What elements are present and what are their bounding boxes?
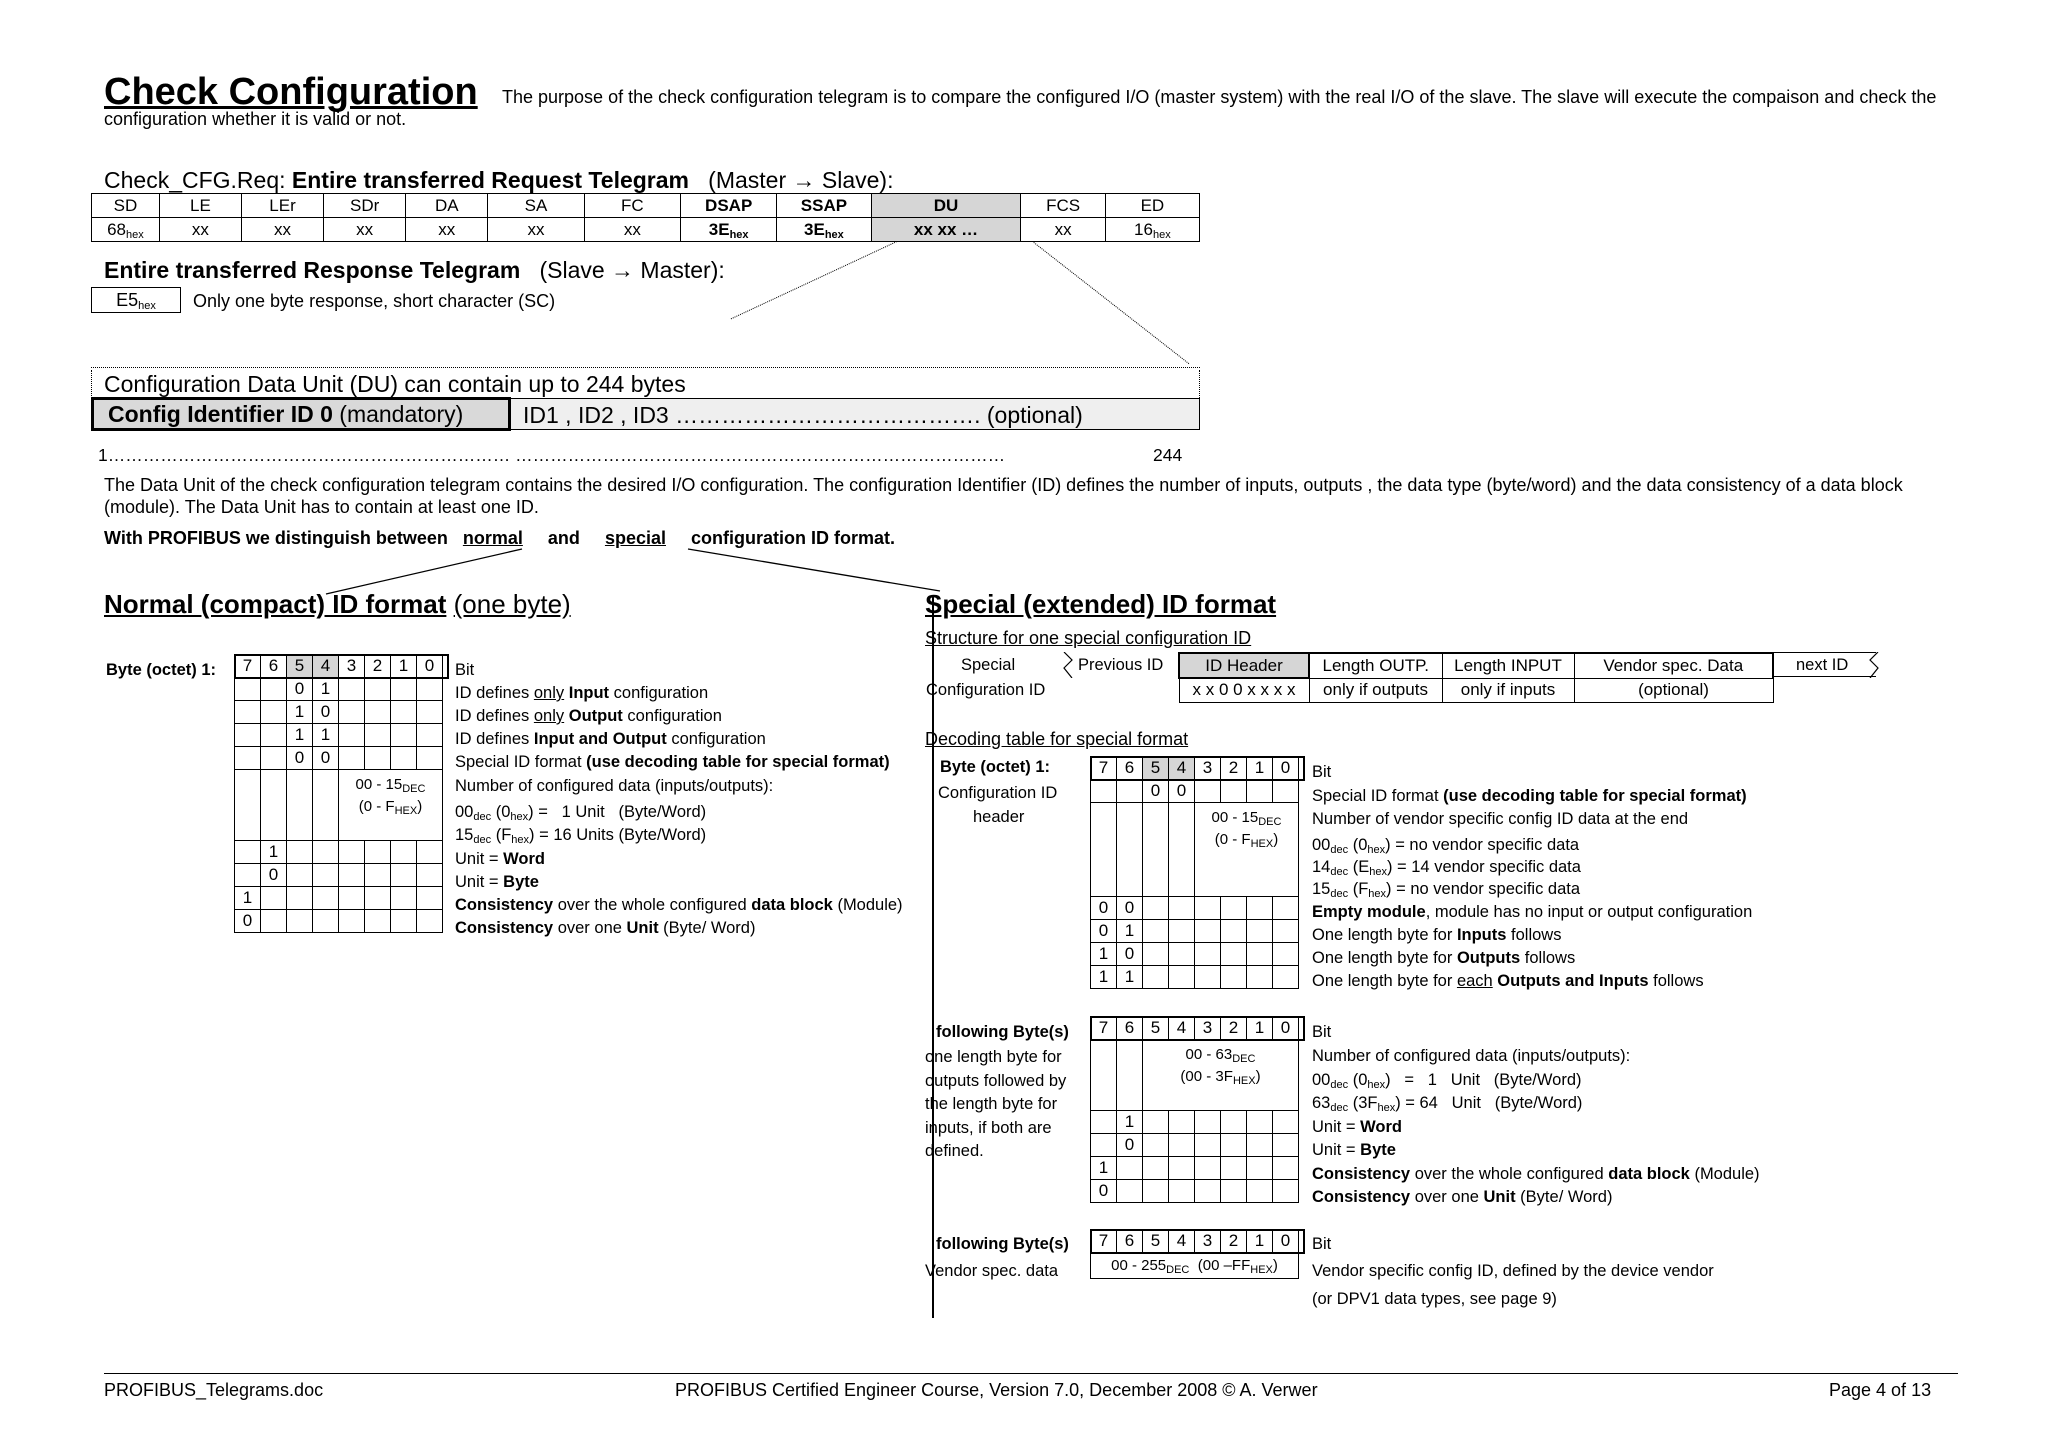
follow-desc-line: one length byte for	[925, 1048, 1062, 1066]
hdr-inputs-follow: One length byte for Inputs follows	[1312, 926, 1562, 944]
len-desc-number: Number of configured data (inputs/outputs):	[1312, 1047, 1631, 1065]
follow-byte-label: following Byte(s)	[936, 1023, 1069, 1041]
normal-word: normal	[462, 528, 523, 548]
follow-desc-line: defined.	[925, 1142, 984, 1160]
bit-5: 5	[1143, 1017, 1169, 1040]
normal-desc-row: ID defines only Output configuration	[455, 707, 722, 725]
special-structure-table	[1178, 652, 1774, 703]
bit-6: 6	[1117, 1017, 1143, 1040]
du-title: Configuration Data Unit (DU) can contain up to 244 bytes	[104, 371, 686, 397]
bit-2: 2	[365, 655, 391, 678]
bit-5: 5	[1143, 757, 1169, 780]
struct-id-header: ID Header	[1179, 653, 1309, 678]
bit-1: 1	[391, 655, 417, 678]
decoding-title: Decoding table for special format	[925, 729, 1189, 749]
follow-desc-line: the length byte for	[925, 1095, 1058, 1113]
vendor-desc2: (or DPV1 data types, see page 9)	[1312, 1290, 1557, 1308]
struct-sub-optional: (optional)	[1574, 678, 1773, 702]
hdr-outputs-follow: One length byte for Outputs follows	[1312, 949, 1576, 967]
normal-consistency-block: Consistency over the whole configured data block (Module)	[455, 896, 903, 914]
bit-0: 0	[1273, 1017, 1299, 1040]
request-value-sa: xx	[488, 218, 584, 242]
bit-6: 6	[261, 655, 287, 678]
request-value-ssap: $3E_{hex}$	[777, 218, 871, 242]
len-desc-00: $00_{dec}$ $(0_{hex}) = 1$ Unit (Byte/Word)	[1312, 1071, 1582, 1091]
hdr-empty-module: Empty module, module has no input or output configuration	[1312, 903, 1753, 921]
normal-unit-word: Unit = Word	[455, 850, 546, 868]
normal-desc-row: ID defines Input and Output configuration	[455, 730, 766, 748]
struct-vendor-data: Vendor spec. Data	[1574, 653, 1773, 678]
special-header-range: $00 - 15_{DEC}$ $(0 - F_{HEX})$	[1195, 803, 1299, 897]
struct-prev-zigzag	[1062, 652, 1076, 678]
bit-7: 7	[1091, 1017, 1117, 1040]
vendor-desc1: Vendor specific config ID, defined by the device vendor	[1312, 1262, 1714, 1280]
request-header-sdr: SDr	[324, 194, 406, 218]
request-value-ed: $16_{hex}$	[1105, 218, 1199, 242]
response-label: Entire transferred Response Telegram (Slave → Master):	[104, 257, 725, 283]
special-vendor-table	[1090, 1229, 1299, 1279]
length-range-cell: $00 - 63_{DEC}$ $(00 - 3F_{HEX})$	[1143, 1040, 1299, 1111]
normal-unit-byte: Unit = Byte	[455, 873, 539, 891]
bit-4: 4	[1169, 1017, 1195, 1040]
normal-bit-word: Bit	[455, 661, 475, 679]
follow-desc-line: inputs, if both are	[925, 1118, 1052, 1137]
follow-byte-description	[925, 1046, 1066, 1164]
footer-filename: PROFIBUS_Telegrams.doc	[104, 1380, 324, 1400]
bit-1: 1	[1247, 1017, 1273, 1040]
special-length-table: 7 6 5 4 3 2 1 0 $00 - 63_{DEC}$ $(00 - 3F_{HEX})$ 1 0 1 0	[1090, 1016, 1299, 1203]
intro-text: The purpose of the check configuration telegram is to compare the configured I/O (master system) with the real I/O of the slave. The slave will execute the compaison and check the configuration whether it is valid or not.	[104, 87, 1937, 129]
struct-sub-inputs: only if inputs	[1442, 678, 1574, 702]
length-bit-word: Bit	[1312, 1023, 1332, 1041]
normal-byte-label: Byte (octet) 1:	[106, 661, 217, 679]
du-optional-ids: ID1 , ID2 , ID3 …………………………………. (optional)	[523, 402, 1083, 428]
struct-label-config-id: Configuration ID	[926, 681, 1046, 699]
special-header-table: 7 6 5 4 3 2 1 0 0 0 $00 - 15_{DEC}$ $(0 - F_{HEX})$ 0 0 0 1 1 0 1 1	[1090, 756, 1299, 989]
bit-7: 7	[1091, 757, 1117, 780]
len-consistency-block: Consistency over the whole configured data block (Module)	[1312, 1165, 1760, 1183]
special-structure-title: Structure for one special configuration ID	[925, 628, 1252, 648]
bit-3: 3	[1195, 1230, 1221, 1253]
len-unit-word: Unit = Word	[1312, 1118, 1403, 1136]
request-header-dsap: DSAP	[681, 194, 777, 218]
normal-bit-table: 7 6 5 4 3 2 1 0 0 1 1 0 1 1 0 0 $00 - 15_{DEC}$ $(0 - F_{HEX})$ 1 0 1 0	[234, 654, 443, 933]
request-header-ssap: SSAP	[777, 194, 871, 218]
bit-5: 5	[1143, 1230, 1169, 1253]
special-bit-word: Bit	[1312, 763, 1332, 781]
du-byte-scale: 1…………………………………………………………… …………………………………………………………………………	[98, 445, 1006, 465]
request-header-ed: ED	[1105, 194, 1199, 218]
special-header-label1: Configuration ID	[938, 784, 1058, 802]
bit-0: 0	[1273, 757, 1299, 780]
vendor-byte-label: following Byte(s)	[936, 1235, 1069, 1253]
hdr-both-follow: One length byte for each Outputs and Inputs follows	[1312, 972, 1704, 990]
bit-2: 2	[1221, 1230, 1247, 1253]
distinguish-line: With PROFIBUS we distinguish between normal and special configuration ID format.	[104, 528, 895, 548]
bit-0: 0	[1273, 1230, 1299, 1253]
request-value-sd: $68_{hex}$	[92, 218, 160, 242]
normal-num-line1: $00_{dec}$ $(0_{hex}) = 1$ Unit (Byte/Word)	[455, 803, 707, 823]
bit-6: 6	[1117, 757, 1143, 780]
bit-6: 6	[1117, 1230, 1143, 1253]
special-header-label2: header	[973, 808, 1025, 826]
request-header-fcs: FCS	[1021, 194, 1105, 218]
vendor-bit-word: Bit	[1312, 1235, 1332, 1253]
struct-length-outp: Length OUTP.	[1309, 653, 1442, 678]
request-value-le: xx	[159, 218, 241, 242]
request-header-sd: SD	[92, 194, 160, 218]
request-value-sdr: xx	[324, 218, 406, 242]
bit-7: 7	[1091, 1230, 1117, 1253]
bit-4: 4	[313, 655, 339, 678]
special-word: special	[604, 528, 666, 548]
special-format-title: Special (extended) ID format	[925, 589, 1277, 619]
vendor-spec-label: Vendor spec. data	[925, 1262, 1059, 1280]
normal-num-line2: $15_{dec}$ $(F_{hex}) = 16$ Units (Byte/Word)	[455, 826, 707, 846]
bit-1: 1	[1247, 1230, 1273, 1253]
hdr-desc-special: Special ID format (use decoding table for special format)	[1312, 787, 1747, 805]
hdr-desc-00: $00_{dec}$ $(0_{hex})$ = no vendor specific data	[1312, 836, 1580, 856]
response-box: $E5_{hex}$	[91, 287, 181, 313]
len-desc-63: $63_{dec}$ $(3F_{hex}) = 64$ Unit (Byte/Word)	[1312, 1094, 1583, 1114]
request-value-fcs: xx	[1021, 218, 1105, 242]
bit-3: 3	[1195, 757, 1221, 780]
bit-2: 2	[1221, 757, 1247, 780]
struct-prev-id: Previous ID	[1078, 656, 1164, 674]
bit-1: 1	[1247, 757, 1273, 780]
footer-page: Page 4 of 13	[1829, 1380, 1932, 1400]
request-value-da: xx	[406, 218, 488, 242]
normal-range-cell: $00 - 15_{DEC}$ $(0 - F_{HEX})$	[339, 770, 443, 841]
len-unit-byte: Unit = Byte	[1312, 1141, 1396, 1159]
struct-label-special: Special	[961, 656, 1016, 674]
hdr-desc-14: $14_{dec}$ $(E_{hex}) = 14$ vendor specific data	[1312, 858, 1581, 878]
page-title: Check Configuration	[104, 71, 478, 113]
config-identifier-id0: Config Identifier ID 0 (mandatory)	[91, 397, 511, 431]
footer-course: PROFIBUS Certified Engineer Course, Version 7.0, December 2008 © A. Verwer	[675, 1380, 1318, 1400]
response-text: Only one byte response, short character (SC)	[193, 291, 556, 311]
bit-5: 5	[287, 655, 313, 678]
special-byte-label: Byte (octet) 1:	[940, 758, 1051, 776]
bit-3: 3	[1195, 1017, 1221, 1040]
request-header-le: LE	[159, 194, 241, 218]
bit-4: 4	[1169, 1230, 1195, 1253]
request-header-da: DA	[406, 194, 488, 218]
request-header-ler: LEr	[241, 194, 323, 218]
normal-desc-row: Special ID format (use decoding table for special format)	[455, 753, 890, 771]
request-value-fc: xx	[584, 218, 680, 242]
len-consistency-unit: Consistency over one Unit (Byte/ Word)	[1312, 1188, 1613, 1206]
normal-consistency-unit: Consistency over one Unit (Byte/ Word)	[455, 919, 756, 937]
struct-sub-outputs: only if outputs	[1309, 678, 1442, 702]
request-header-du: DU	[871, 194, 1021, 218]
bit-7: 7	[235, 655, 261, 678]
request-header-sa: SA	[488, 194, 584, 218]
request-value-dsap: $3E_{hex}$	[681, 218, 777, 242]
footer-rule	[104, 1373, 1958, 1374]
follow-desc-line: outputs followed by	[925, 1071, 1067, 1090]
du-byte-scale-end: 244	[1153, 445, 1183, 465]
struct-length-input: Length INPUT	[1442, 653, 1574, 678]
request-header-fc: FC	[584, 194, 680, 218]
hdr-desc-15: $15_{dec}$ $(F_{hex})$ = no vendor specific data	[1312, 880, 1581, 900]
normal-num-desc: Number of configured data (inputs/outputs):	[455, 777, 774, 795]
bit-3: 3	[339, 655, 365, 678]
normal-format-title: Normal (compact) ID format (one byte)	[104, 589, 571, 619]
request-label: Check_CFG.Req: Entire transferred Request Telegram (Master → Slave):	[104, 167, 894, 193]
bit-4: 4	[1169, 757, 1195, 780]
request-value-ler: xx	[241, 218, 323, 242]
normal-descriptions	[455, 683, 890, 775]
struct-sub-header: x x 0 0 x x x x	[1179, 678, 1309, 702]
struct-next-zigzag	[1868, 652, 1882, 678]
struct-next-id: next ID	[1796, 656, 1849, 674]
bit-0: 0	[417, 655, 443, 678]
request-value-du: xx xx …	[871, 218, 1021, 242]
bit-2: 2	[1221, 1017, 1247, 1040]
hdr-desc-number: Number of vendor specific config ID data at the end	[1312, 810, 1689, 828]
du-paragraph: The Data Unit of the check configuration telegram contains the desired I/O configuration. The configuration Identifier (ID) defines the number of inputs, outputs , the data type (byte/word) and the data consistency of a data block (module). The Data Unit has to contain at least one ID.	[104, 475, 1903, 517]
vendor-range-cell: $00 - 255_{DEC}$ (00 $-FF_{HEX}$)	[1091, 1253, 1299, 1279]
normal-desc-row: ID defines only Input configuration	[455, 684, 709, 702]
